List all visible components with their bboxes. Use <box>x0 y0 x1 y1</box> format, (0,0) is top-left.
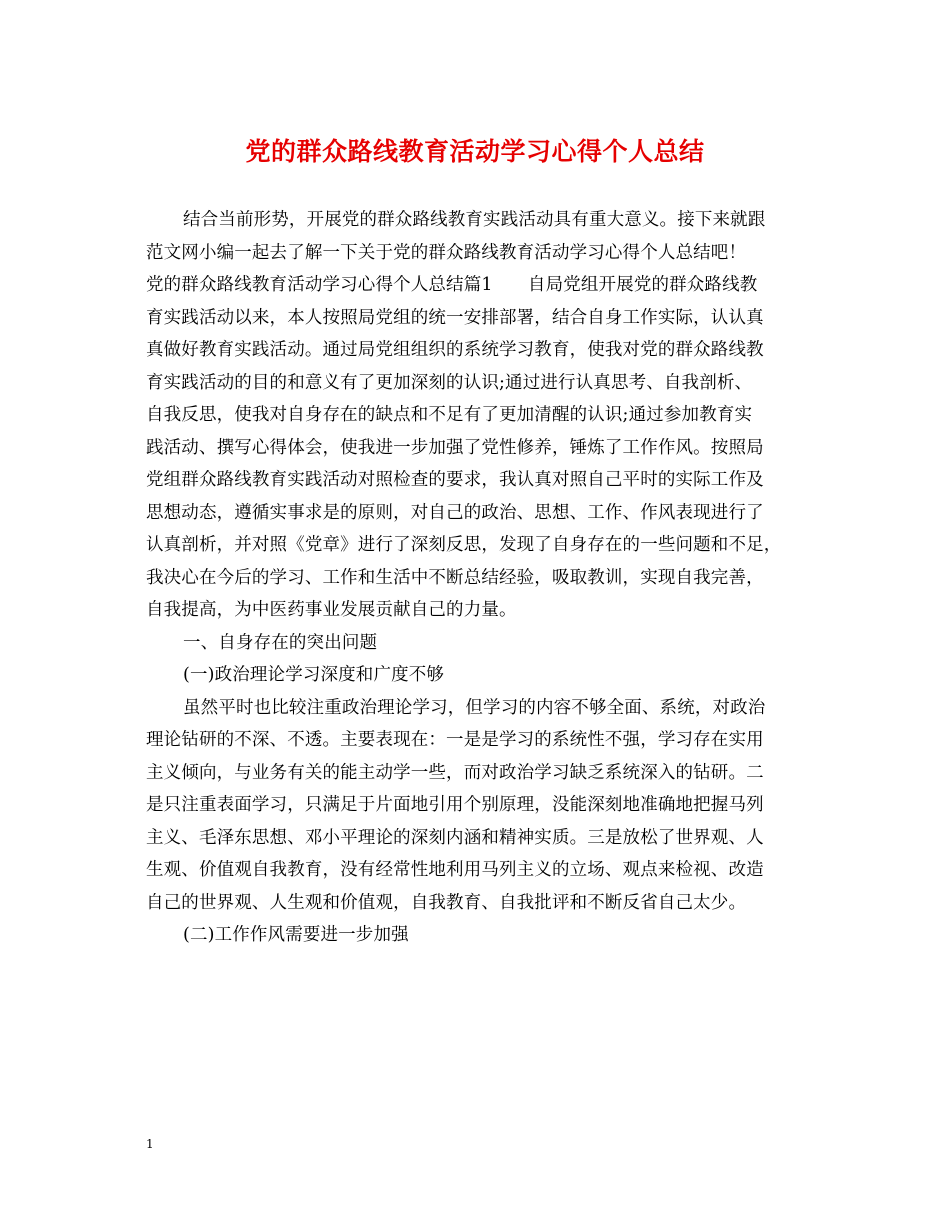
text-line: 自己的世界观、人生观和价值观，自我教育、自我批评和不断反省自己太少。 <box>146 892 747 913</box>
text-line: 虽然平时也比较注重政治理论学习，但学习的内容不够全面、系统，对政治 <box>183 697 766 718</box>
text-line: 党组群众路线教育实践活动对照检查的要求，我认真对照自己平时的实际工作及 <box>146 470 764 490</box>
document-body <box>146 204 810 952</box>
text-line: 结合当前形势，开展党的群众路线教育实践活动具有重大意义。接下来就跟 <box>183 210 766 230</box>
text-line: 思想动态，遵循实事求是的原则，对自己的政治、思想、工作、作风表现进行了 <box>146 502 764 523</box>
text-line: (一)政治理论学习深度和广度不够 <box>183 665 445 685</box>
text-line: 主义、毛泽东思想、邓小平理论的深刻内涵和精神实质。三是放松了世界观、人 <box>146 827 764 848</box>
text-line: 践活动、撰写心得体会，使我进一步加强了党性修养，锤炼了工作作风。按照局 <box>146 437 764 458</box>
text-line: 理论钻研的不深、不透。主要表现在：一是是学习的系统性不强，学习存在实用 <box>146 730 764 750</box>
document-title: 党的群众路线教育活动学习心得个人总结 <box>245 137 705 166</box>
text-line: 一、自身存在的突出问题 <box>183 632 378 653</box>
text-line: 生观、价值观自我教育，没有经常性地利用马列主义的立场、观点来检视、改造 <box>146 860 764 880</box>
text-line: 认真剖析，并对照《党章》进行了深刻反思，发现了自身存在的一些问题和不足， <box>146 535 782 555</box>
text-line: 自我提高，为中医药事业发展贡献自己的力量。 <box>146 600 517 620</box>
text-line: 主义倾向，与业务有关的能主动学一些，而对政治学习缺乏系统深入的钻研。二 <box>146 762 764 783</box>
text-line: 真做好教育实践活动。通过局党组组织的系统学习教育，使我对党的群众路线教 <box>146 340 764 360</box>
text-line: (二)工作作风需要进一步加强 <box>183 925 409 945</box>
text-line: 我决心在今后的学习、工作和生活中不断总结经验，吸取教训，实现自我完善， <box>146 567 764 588</box>
text-line: 自我反思，使我对自身存在的缺点和不足有了更加清醒的认识;通过参加教育实 <box>146 405 753 425</box>
page-number: 1 <box>146 1137 154 1151</box>
text-line: 是只注重表面学习，只满足于片面地引用个别原理，没能深刻地准确地把握马列 <box>146 795 764 815</box>
text-line: 范文网小编一起去了解一下关于党的群众路线教育活动学习心得个人总结吧！ <box>146 242 747 263</box>
text-line: 育实践活动以来，本人按照局党组的统一安排部署，结合自身工作实际，认认真 <box>146 307 764 328</box>
text-line: 育实践活动的目的和意义有了更加深刻的认识;通过进行认真思考、自我剖析、 <box>146 372 753 393</box>
text-line: 党的群众路线教育活动学习心得个人总结篇1 自局党组开展党的群众路线教 <box>146 275 758 295</box>
